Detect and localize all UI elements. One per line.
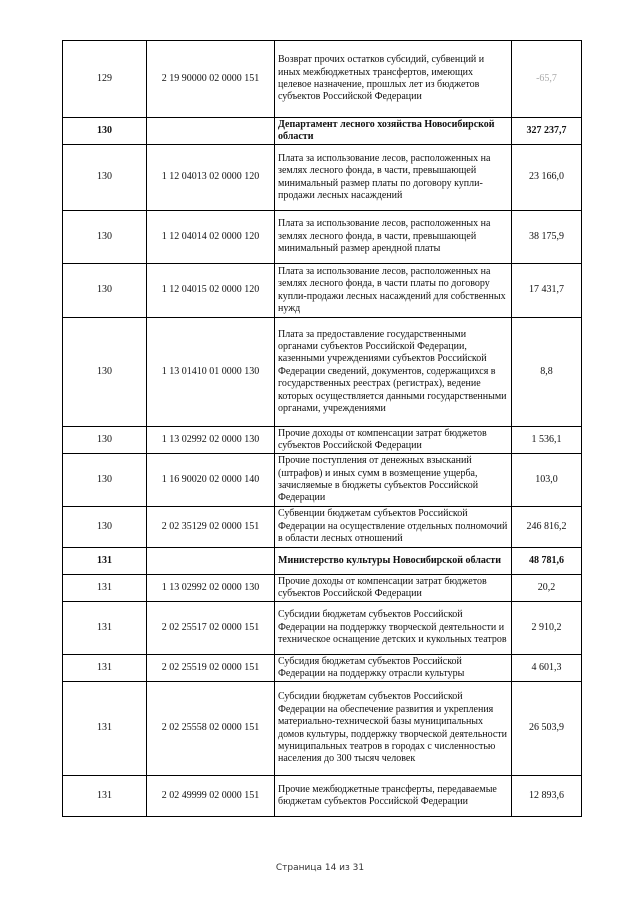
table-row <box>63 507 582 548</box>
admin-code-cell: 131 <box>63 655 147 682</box>
amount-cell: 12 893,6 <box>512 776 582 817</box>
description-cell: Плата за предоставление государственными органами субъектов Российской Федерации, казенными учреждениями субъектов Российской Федерации сведений, документов, содержащихся в государственных реестрах (регистрах), ведение которых осуществляется данными государственными органами, учреждениями <box>275 318 512 427</box>
admin-code-cell: 129 <box>63 41 147 118</box>
revenue-code-cell: 1 13 02992 02 0000 130 <box>147 427 275 454</box>
revenue-code-cell: 1 13 02992 02 0000 130 <box>147 575 275 602</box>
amount-cell: 17 431,7 <box>512 264 582 318</box>
revenue-code-cell: 1 13 01410 01 0000 130 <box>147 318 275 427</box>
amount-cell: 4 601,3 <box>512 655 582 682</box>
admin-code-cell: 130 <box>63 264 147 318</box>
admin-code-cell: 131 <box>63 575 147 602</box>
table-row <box>63 454 582 507</box>
amount-cell: 38 175,9 <box>512 211 582 264</box>
table-row <box>63 655 582 682</box>
revenue-code-cell <box>147 548 275 575</box>
description-cell: Прочие поступления от денежных взысканий (штрафов) и иных сумм в возмещение ущерба, зачисляемые в бюджеты субъектов Российской Федерации <box>275 454 512 507</box>
admin-code-cell: 130 <box>63 118 147 145</box>
department-total-cell: 327 237,7 <box>512 118 582 145</box>
admin-code-cell: 131 <box>63 602 147 655</box>
description-cell: Прочие доходы от компенсации затрат бюджетов субъектов Российской Федерации <box>275 427 512 454</box>
revenue-code-cell: 2 02 25517 02 0000 151 <box>147 602 275 655</box>
description-cell: Субсидии бюджетам субъектов Российской Федерации на поддержку творческой деятельности и техническое оснащение детских и кукольных театров <box>275 602 512 655</box>
revenue-code-cell: 2 02 35129 02 0000 151 <box>147 507 275 548</box>
table-row <box>63 211 582 264</box>
description-cell: Субвенции бюджетам субъектов Российской Федерации на осуществление отдельных полномочий в области лесных отношений <box>275 507 512 548</box>
revenue-code-cell: 1 12 04013 02 0000 120 <box>147 145 275 211</box>
amount-cell: 26 503,9 <box>512 682 582 776</box>
revenue-code-cell: 1 12 04015 02 0000 120 <box>147 264 275 318</box>
admin-code-cell: 131 <box>63 548 147 575</box>
amount-cell: 20,2 <box>512 575 582 602</box>
admin-code-cell: 131 <box>63 776 147 817</box>
admin-code-cell: 130 <box>63 427 147 454</box>
revenue-code-cell: 2 19 90000 02 0000 151 <box>147 41 275 118</box>
revenue-code-cell: 1 16 90020 02 0000 140 <box>147 454 275 507</box>
description-cell: Прочие межбюджетные трансферты, передаваемые бюджетам субъектов Российской Федерации <box>275 776 512 817</box>
description-cell: Субсидии бюджетам субъектов Российской Федерации на обеспечение развития и укрепления материально-технической базы муниципальных домов культуры, поддержку творческой деятельности муниципальных театров в городах с численностью населения до 300 тысяч человек <box>275 682 512 776</box>
amount-cell: 1 536,1 <box>512 427 582 454</box>
description-cell: Плата за использование лесов, расположенных на землях лесного фонда, в части, превышающей минимальный размер арендной платы <box>275 211 512 264</box>
admin-code-cell: 131 <box>63 682 147 776</box>
amount-cell: 8,8 <box>512 318 582 427</box>
department-name-cell: Департамент лесного хозяйства Новосибирской области <box>275 118 512 145</box>
revenue-code-cell: 2 02 25558 02 0000 151 <box>147 682 275 776</box>
table-row <box>63 427 582 454</box>
description-cell: Плата за использование лесов, расположенных на землях лесного фонда, в части платы по договору купли-продажи лесных насаждений для собственных нужд <box>275 264 512 318</box>
amount-cell: -65,7 <box>512 41 582 118</box>
table-row <box>63 575 582 602</box>
table-row <box>63 264 582 318</box>
table-row <box>63 318 582 427</box>
amount-cell: 2 910,2 <box>512 602 582 655</box>
amount-cell: 23 166,0 <box>512 145 582 211</box>
description-cell: Плата за использование лесов, расположенных на землях лесного фонда, в части, превышающей минимальный размер платы по договору купли-продажи лесных насаждений <box>275 145 512 211</box>
department-header-row <box>63 548 582 575</box>
admin-code-cell: 130 <box>63 211 147 264</box>
revenue-code-cell: 2 02 25519 02 0000 151 <box>147 655 275 682</box>
revenue-code-cell: 1 12 04014 02 0000 120 <box>147 211 275 264</box>
revenue-code-cell: 2 02 49999 02 0000 151 <box>147 776 275 817</box>
admin-code-cell: 130 <box>63 454 147 507</box>
amount-cell: 103,0 <box>512 454 582 507</box>
admin-code-cell: 130 <box>63 145 147 211</box>
description-cell: Субсидия бюджетам субъектов Российской Федерации на поддержку отрасли культуры <box>275 655 512 682</box>
department-name-cell: Министерство культуры Новосибирской области <box>275 548 512 575</box>
table-row <box>63 682 582 776</box>
description-cell: Возврат прочих остатков субсидий, субвенций и иных межбюджетных трансфертов, имеющих целевое назначение, прошлых лет из бюджетов субъектов Российской Федерации <box>275 41 512 118</box>
table-row <box>63 776 582 817</box>
revenue-code-cell <box>147 118 275 145</box>
page-number-footer: Страница 14 из 31 <box>275 863 365 873</box>
table-row <box>63 41 582 118</box>
table-row <box>63 145 582 211</box>
description-cell: Прочие доходы от компенсации затрат бюджетов субъектов Российской Федерации <box>275 575 512 602</box>
budget-revenue-table <box>62 40 582 817</box>
department-total-cell: 48 781,6 <box>512 548 582 575</box>
table-row <box>63 602 582 655</box>
amount-cell: 246 816,2 <box>512 507 582 548</box>
admin-code-cell: 130 <box>63 507 147 548</box>
department-header-row <box>63 118 582 145</box>
admin-code-cell: 130 <box>63 318 147 427</box>
